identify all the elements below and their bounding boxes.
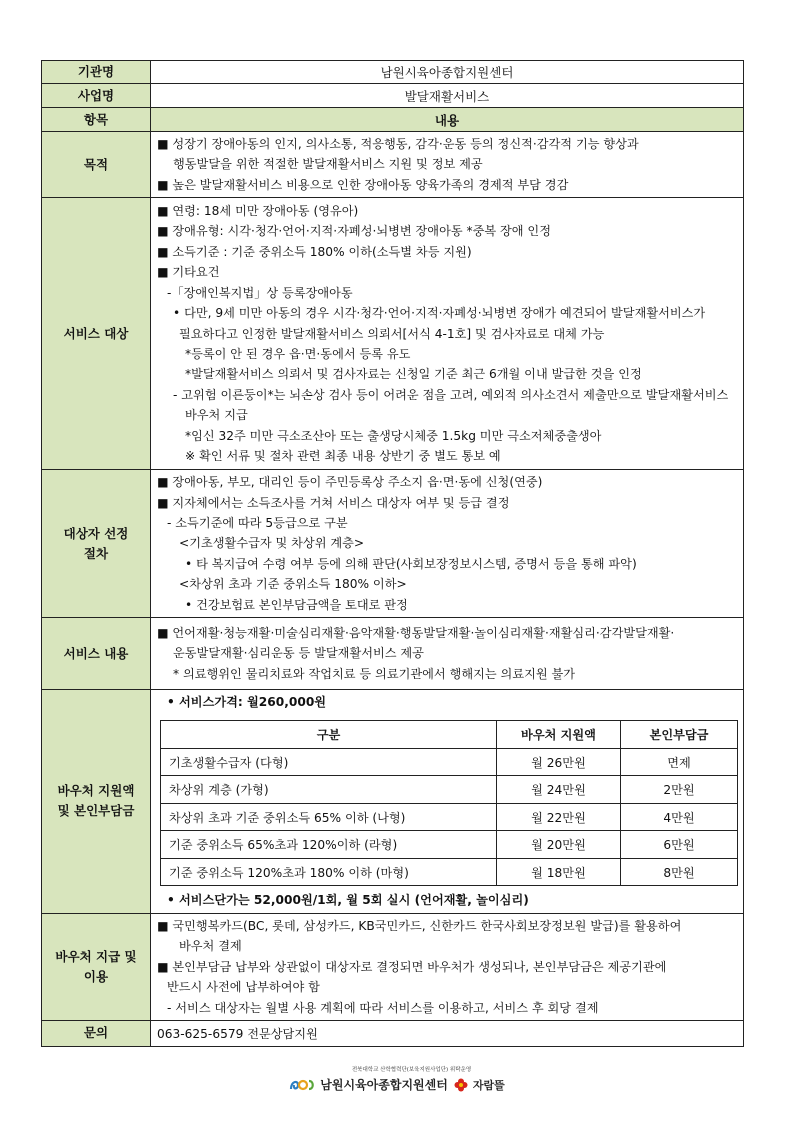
- target-line: 필요하다고 인정한 발달재활서비스 의뢰서[서식 4-1호] 및 검사자료로 대체 가능: [179, 326, 605, 341]
- program-label: 사업명: [42, 84, 151, 108]
- cell-support: 월 22만원: [497, 803, 621, 831]
- footer-brand-name: 자람뜰: [472, 1078, 505, 1092]
- target-content: [151, 198, 744, 470]
- target-line: *등록이 안 된 경우 읍·면·동에서 등록 유도: [185, 346, 411, 361]
- target-line: ■ 기타요건: [157, 265, 220, 280]
- cell-copay: 면제: [621, 748, 738, 776]
- target-line: ※ 확인 서류 및 절차 관련 최종 내용 상반기 중 별도 통보 예: [185, 448, 501, 463]
- program-row: [42, 84, 744, 108]
- price-line: • 서비스가격: 월260,000원: [167, 695, 327, 710]
- target-line: - 고위험 이른둥이*는 뇌손상 검사 등이 어려운 점을 고려, 예외적 의사소견서 제출만으로 발달재활서비스: [173, 387, 729, 402]
- payment-label-line1: 바우처 지급 및: [55, 948, 137, 964]
- cell-copay: 6만원: [621, 831, 738, 859]
- content-label: 서비스 내용: [42, 618, 151, 690]
- purpose-line: 행동발달을 위한 적절한 발달재활서비스 지원 및 정보 제공: [173, 157, 483, 172]
- payment-line: 반드시 사전에 납부하여야 함: [167, 980, 320, 995]
- flower-logo-icon: [454, 1078, 468, 1092]
- cell-copay: 8만원: [621, 858, 738, 886]
- cell-support: 월 26만원: [497, 748, 621, 776]
- target-line: ■ 소득기준 : 기준 중위소득 180% 이하(소득별 차등 지원): [157, 244, 472, 259]
- target-label: 서비스 대상: [42, 198, 151, 470]
- cell-category: 기준 중위소득 65%초과 120%이하 (라형): [161, 831, 497, 859]
- center-logo-icon: [288, 1077, 316, 1093]
- header-category: 구분: [161, 721, 497, 749]
- inquiry-value: 063-625-6579 전문상담지원: [151, 1020, 744, 1046]
- selection-label: [42, 470, 151, 618]
- selection-line: <차상위 초과 기준 중위소득 180% 이하>: [179, 577, 407, 592]
- table-row: [161, 803, 738, 831]
- selection-line: - 소득기준에 따라 5등급으로 구분: [167, 516, 348, 531]
- target-line: • 다만, 9세 미만 아동의 경우 시각·청각·언어·지적·자폐성·뇌병변 장애가 예견되어 발달재활서비스가: [173, 306, 706, 321]
- target-line: ■ 연령: 18세 미만 장애아동 (영유아): [157, 204, 359, 219]
- selection-line: ■ 지자체에서는 소득조사를 거쳐 서비스 대상자 여부 및 등급 결정: [157, 495, 510, 510]
- table-row: [161, 776, 738, 804]
- purpose-line: ■ 성장기 장애아동의 인지, 의사소통, 적응행동, 감각·운동 등의 정신적·감각적 기능 향상과: [157, 137, 639, 151]
- selection-row: [42, 470, 744, 618]
- purpose-label: 목적: [42, 132, 151, 198]
- payment-content: [151, 913, 744, 1020]
- cell-category: 차상위 초과 기준 중위소득 65% 이하 (나형): [161, 803, 497, 831]
- payment-line: 바우처 결제: [179, 939, 242, 954]
- cell-category: 기준 중위소득 120%초과 180% 이하 (마형): [161, 858, 497, 886]
- voucher-label-line2: 및 본인부담금: [57, 803, 135, 819]
- footer: [0, 1066, 793, 1093]
- cell-copay: 4만원: [621, 803, 738, 831]
- cell-support: 월 18만원: [497, 858, 621, 886]
- header-copay: 본인부담금: [621, 721, 738, 749]
- voucher-label-line1: 바우처 지원액: [57, 783, 135, 799]
- selection-content: [151, 470, 744, 618]
- selection-line: • 건강보험료 본인부담금액을 토대로 판정: [185, 597, 408, 612]
- cell-support: 월 24만원: [497, 776, 621, 804]
- payment-label-line2: 이용: [83, 968, 109, 984]
- document-page: [41, 60, 744, 1047]
- selection-label-line1: 대상자 선정: [63, 525, 129, 541]
- voucher-row: [42, 690, 744, 914]
- purpose-line: ■ 높은 발달재활서비스 비용으로 인한 장애아동 양육가족의 경제적 부담 경감: [157, 177, 569, 192]
- voucher-table: [160, 720, 738, 886]
- footer-operator-text: 전북대학교 산학협력단(보육지원사업단) 위탁운영: [351, 1067, 472, 1073]
- voucher-label: [42, 690, 151, 914]
- content-row: [42, 618, 744, 690]
- selection-line: • 타 복지급여 수령 여부 등에 의해 판단(사회보장정보시스템, 증명서 등을 통해 파악): [185, 556, 637, 571]
- org-label: 기관명: [42, 61, 151, 84]
- footer-org-name: 남원시육아종합지원센터: [320, 1078, 448, 1092]
- selection-label-line2: 절차: [83, 545, 109, 561]
- payment-line: - 서비스 대상자는 월별 사용 계획에 따라 서비스를 이용하고, 서비스 후 회당 결제: [167, 1000, 599, 1015]
- target-line: -「장애인복지법」상 등록장애아동: [167, 285, 353, 300]
- content-line: ■ 언어재활·청능재활·미술심리재활·음악재활·행동발달재활·놀이심리재활·재활심리·감각발달재활·: [157, 625, 675, 640]
- selection-line: <기초생활수급자 및 차상위 계층>: [179, 536, 365, 551]
- content-header: 내용: [151, 108, 744, 132]
- content-line: * 의료행위인 물리치료와 작업치료 등 의료기관에서 행해지는 의료지원 불가: [173, 666, 576, 681]
- info-table: [41, 60, 744, 1047]
- voucher-table-header: [161, 721, 738, 749]
- table-row: [161, 858, 738, 886]
- target-line: *임신 32주 미만 극소조산아 또는 출생당시체중 1.5kg 미만 극소저체중출생아: [185, 428, 602, 443]
- footer-logo-row: [0, 1076, 793, 1093]
- cell-category: 기초생활수급자 (다형): [161, 748, 497, 776]
- table-row: [161, 748, 738, 776]
- content-line: 운동발달재활·심리운동 등 발달재활서비스 제공: [173, 646, 424, 661]
- target-line: 바우처 지급: [185, 408, 248, 423]
- column-header-row: [42, 108, 744, 132]
- inquiry-row: [42, 1020, 744, 1046]
- table-row: [161, 831, 738, 859]
- target-row: [42, 198, 744, 470]
- cell-copay: 2만원: [621, 776, 738, 804]
- org-row: [42, 61, 744, 84]
- header-support: 바우처 지원액: [497, 721, 621, 749]
- payment-row: [42, 913, 744, 1020]
- cell-support: 월 20만원: [497, 831, 621, 859]
- unit-price-line: • 서비스단가는 52,000원/1회, 월 5회 실시 (언어재활, 놀이심리): [167, 893, 529, 908]
- payment-line: ■ 국민행복카드(BC, 롯데, 삼성카드, KB국민카드, 신한카드 한국사회보장정보원 발급)를 활용하여: [157, 918, 682, 933]
- item-header: 항목: [42, 108, 151, 132]
- target-line: ■ 장애유형: 시각·청각·언어·지적·자폐성·뇌병변 장애아동 *중복 장애 인정: [157, 224, 551, 239]
- org-value: 남원시육아종합지원센터: [151, 61, 744, 84]
- purpose-content: [151, 132, 744, 198]
- program-value: 발달재활서비스: [151, 84, 744, 108]
- purpose-row: [42, 132, 744, 198]
- inquiry-label: 문의: [42, 1020, 151, 1046]
- target-line: *발달재활서비스 의뢰서 및 검사자료는 신청일 기준 최근 6개월 이내 발급한 것을 인정: [185, 367, 642, 382]
- payment-line: ■ 본인부담금 납부와 상관없이 대상자로 결정되면 바우처가 생성되나, 본인부담금은 제공기관에: [157, 959, 667, 974]
- voucher-content: [151, 690, 744, 914]
- cell-category: 차상위 계층 (가형): [161, 776, 497, 804]
- content-content: [151, 618, 744, 690]
- payment-label: [42, 913, 151, 1020]
- selection-line: ■ 장애아동, 부모, 대리인 등이 주민등록상 주소지 읍·면·동에 신청(연중): [157, 475, 543, 490]
